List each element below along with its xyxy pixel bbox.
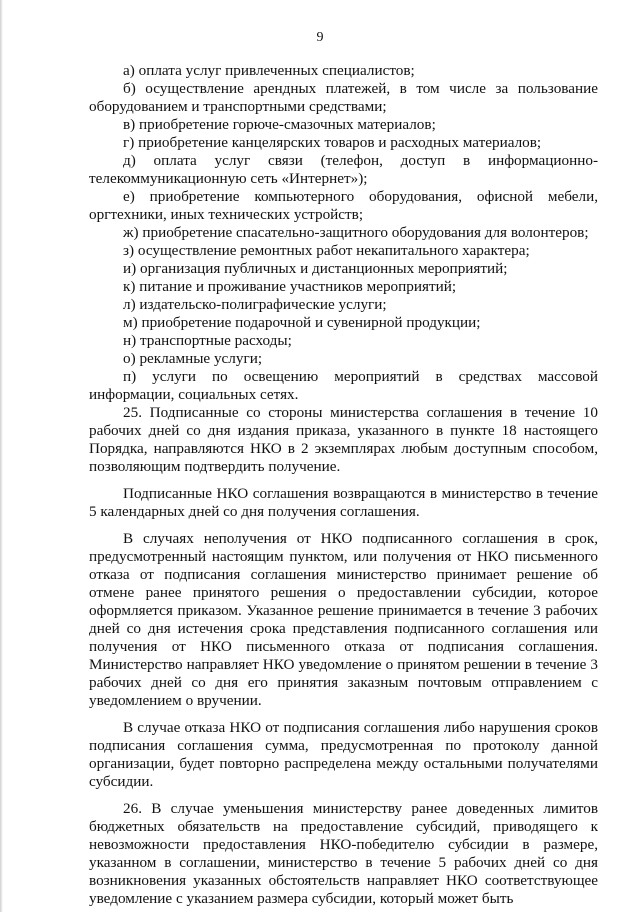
paragraph: п) услуги по освещению мероприятий в средствах массовой информации, социальных сетях. <box>89 368 598 403</box>
paragraph: в) приобретение горюче-смазочных материалов; <box>123 116 436 133</box>
paragraph: а) оплата услуг привлеченных специалистов; <box>123 62 415 79</box>
document-body <box>89 62 598 908</box>
paragraph: ж) приобретение спасательно-защитного оборудования для волонтеров; <box>123 224 589 241</box>
paragraph: к) питание и проживание участников мероприятий; <box>123 278 457 295</box>
paragraph: д) оплата услуг связи (телефон, доступ в информационно-телекоммуникационную сеть «Интернет»); <box>89 152 598 187</box>
paragraph: г) приобретение канцелярских товаров и расходных материалов; <box>123 134 542 151</box>
scan-edge-shadow <box>0 0 3 912</box>
page-number: 9 <box>316 30 324 45</box>
paragraph: 26. В случае уменьшения министерству ранее доведенных лимитов бюджетных обязательств на предоставление субсидий, приводящего к невозможности предоставления НКО-победителю субсидии в размере, указанном в соглашении, министерство в течение 5 рабочих дней со дня возникновения указанных обстоятельств направляет НКО соответствующее уведомление с указанием размера субсидии, который может быть <box>89 800 598 907</box>
paragraph: з) осуществление ремонтных работ некапитального характера; <box>123 242 530 259</box>
paragraph: б) осуществление арендных платежей, в том числе за пользование оборудованием и транспортными средствами; <box>89 80 598 115</box>
paragraph: м) приобретение подарочной и сувенирной продукции; <box>123 314 481 331</box>
paragraph: н) транспортные расходы; <box>123 332 292 349</box>
paragraph: и) организация публичных и дистанционных мероприятий; <box>123 260 508 277</box>
paragraph: е) приобретение компьютерного оборудования, офисной мебели, оргтехники, иных технических устройств; <box>89 188 598 223</box>
paragraph: 25. Подписанные со стороны министерства соглашения в течение 10 рабочих дней со дня издания приказа, указанного в пункте 18 настоящего Порядка, направляются НКО в 2 экземплярах любым доступным способом, позволяющим подтвердить получение. <box>89 404 598 475</box>
paragraph: л) издательско-полиграфические услуги; <box>123 296 387 313</box>
paragraph: В случаях неполучения от НКО подписанного соглашения в срок, предусмотренный настоящим пунктом, или получения от НКО письменного отказа от подписания соглашения министерство принимает решение об отмене ранее принятого решения о предоставлении субсидии, которое оформляется приказом. Указанное решение принимается в течение 3 рабочих дней со дня истечения срока представления подписанного соглашения или получения от НКО письменного отказа от подписания соглашения. Министерство направляет НКО уведомление о принятом решении в течение 3 рабочих дней со дня его принятия заказным почтовым отправлением с уведомлением о вручении. <box>89 530 598 709</box>
paragraph: В случае отказа НКО от подписания соглашения либо нарушения сроков подписания соглашения сумма, предусмотренная по протоколу данной организации, будет повторно распределена между остальными получателями субсидии. <box>89 719 598 790</box>
paragraph: Подписанные НКО соглашения возвращаются в министерство в течение 5 календарных дней со дня получения соглашения. <box>89 485 598 520</box>
paragraph: о) рекламные услуги; <box>123 350 263 367</box>
